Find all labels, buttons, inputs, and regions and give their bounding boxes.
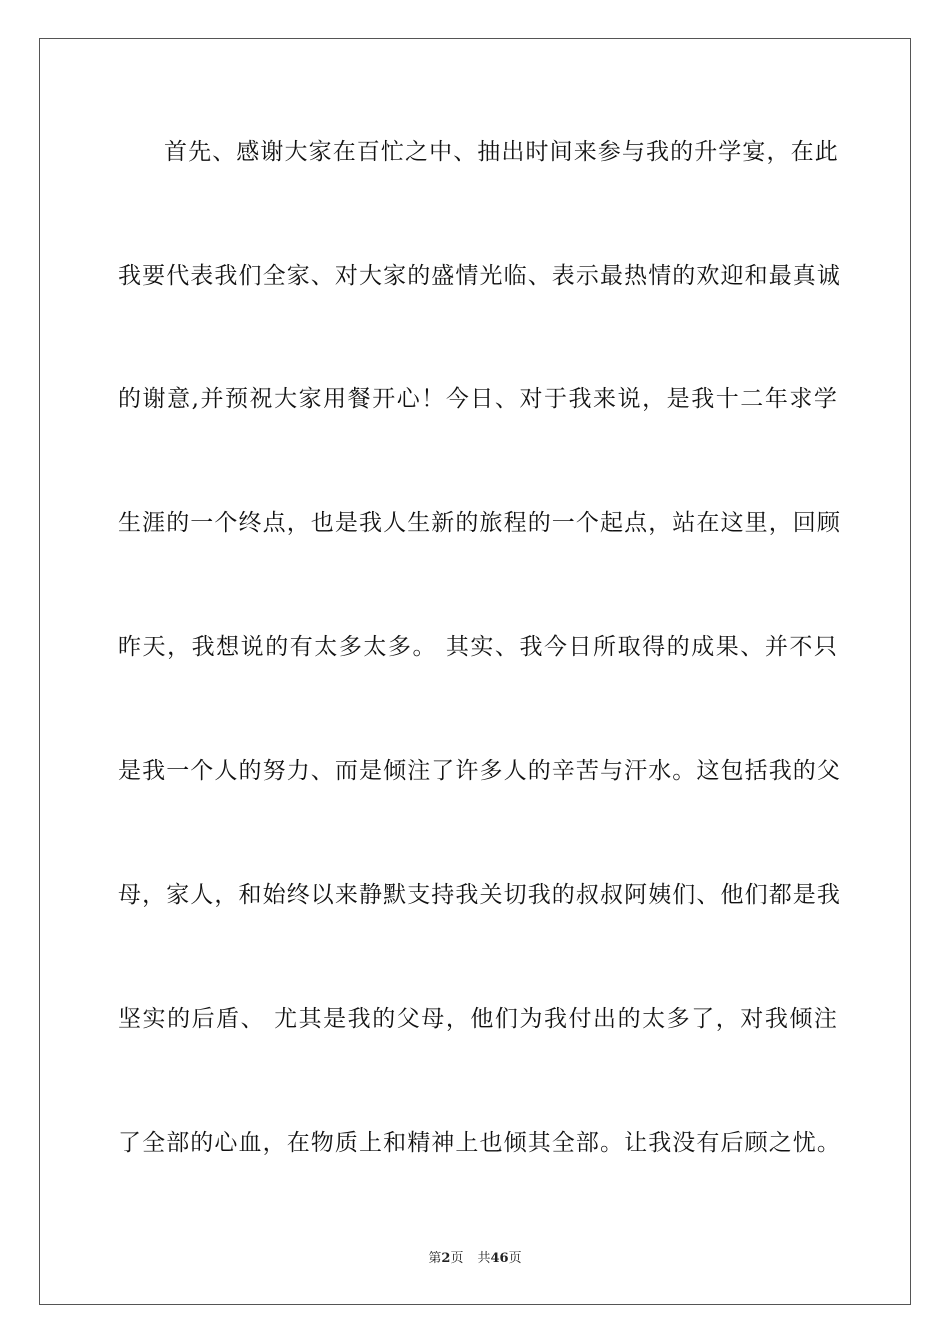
page-suffix: 页 <box>450 1251 464 1266</box>
total-prefix: 共 <box>477 1251 491 1266</box>
total-pages: 46 <box>490 1251 509 1266</box>
page-border <box>39 38 911 1305</box>
paragraph-line-1: 首先、感谢大家在百忙之中、抽出时间来参与我的升学宴，在此 <box>164 139 839 165</box>
total-suffix: 页 <box>508 1251 522 1266</box>
paragraph-line-6: 是我一个人的努力、而是倾注了许多人的辛苦与汗水。这包括我的父 <box>118 758 841 784</box>
paragraph-line-5: 昨天，我想说的有太多太多。 其实、我今日所取得的成果、并不只 <box>118 634 838 660</box>
page-prefix: 第 <box>428 1251 442 1266</box>
paragraph-line-3: 的谢意,并预祝大家用餐开心！今日、对于我来说，是我十二年求学 <box>118 386 838 412</box>
paragraph-line-8: 坚实的后盾、 尤其是我的父母，他们为我付出的太多了，对我倾注 <box>118 1006 838 1032</box>
page-footer <box>0 1247 950 1266</box>
paragraph-line-9: 了全部的心血，在物质上和精神上也倾其全部。让我没有后顾之忧。 <box>118 1130 841 1156</box>
paragraph-line-2: 我要代表我们全家、对大家的盛情光临、表示最热情的欢迎和最真诚 <box>118 263 841 289</box>
paragraph-line-4: 生涯的一个终点，也是我人生新的旅程的一个起点，站在这里，回顾 <box>118 510 841 536</box>
page-number: 2 <box>441 1251 451 1266</box>
paragraph-line-7: 母，家人，和始终以来静默支持我关切我的叔叔阿姨们、他们都是我 <box>118 882 841 908</box>
